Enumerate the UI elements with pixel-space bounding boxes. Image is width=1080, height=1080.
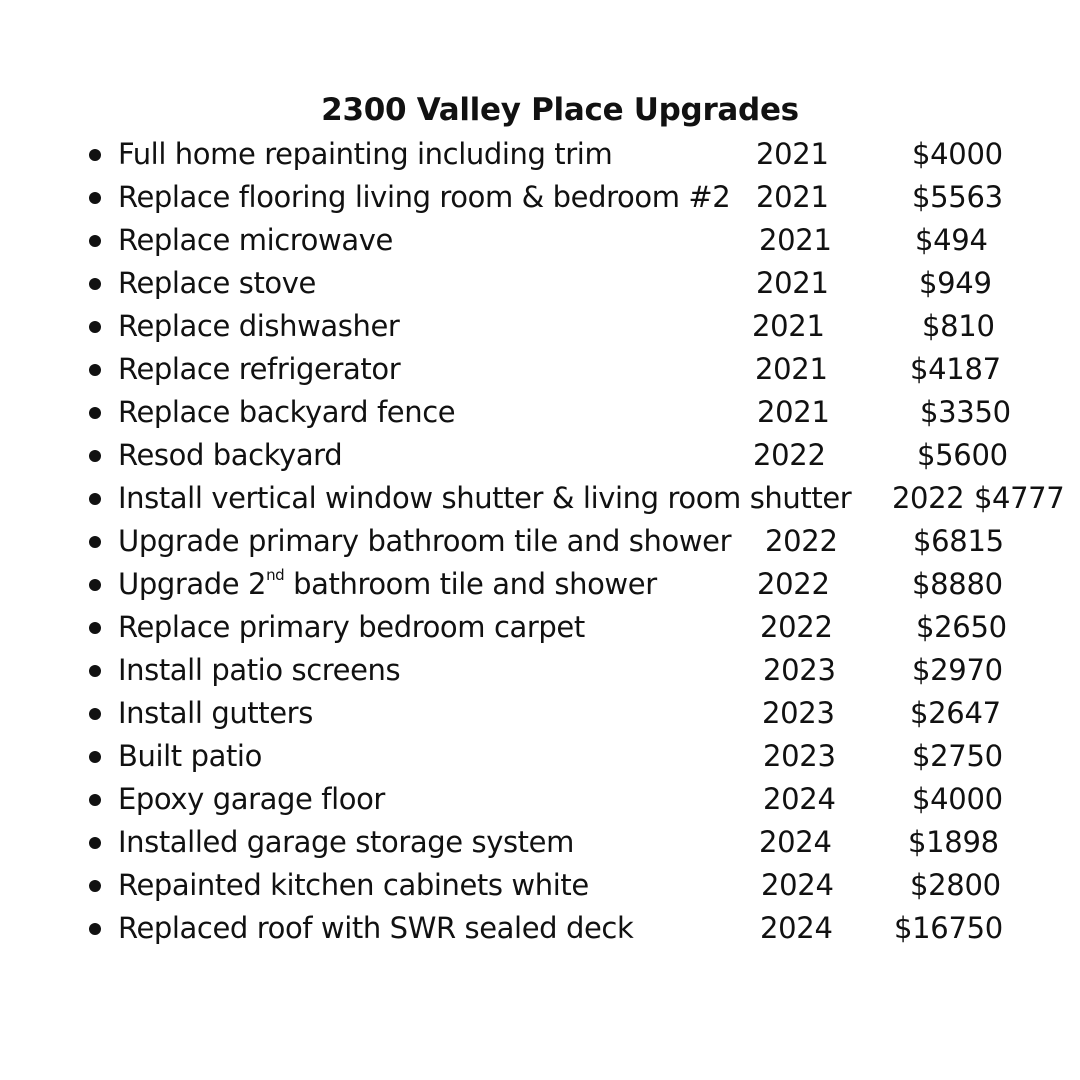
bullet-icon	[89, 579, 101, 591]
list-item	[0, 133, 1080, 176]
list-item	[0, 176, 1080, 219]
item-cost: $3350	[920, 395, 1011, 429]
item-label: Install gutters	[118, 696, 313, 730]
item-year: 2022	[892, 481, 965, 515]
bullet-icon	[89, 622, 101, 634]
item-label: Replace dishwasher	[118, 309, 400, 343]
list-item	[0, 606, 1080, 649]
item-cost: $4187	[910, 352, 1001, 386]
item-cost: $4000	[912, 782, 1003, 816]
item-label: Epoxy garage floor	[118, 782, 385, 816]
item-year: 2022	[765, 524, 838, 558]
bullet-icon	[89, 407, 101, 419]
item-cost: $1898	[908, 825, 999, 859]
list-item	[0, 778, 1080, 821]
item-label: Upgrade primary bathroom tile and shower	[118, 524, 732, 558]
list-item	[0, 477, 1080, 520]
list-item	[0, 907, 1080, 950]
item-cost: $4000	[912, 137, 1003, 171]
bullet-icon	[89, 364, 101, 376]
item-cost: $5563	[912, 180, 1003, 214]
item-cost: $810	[922, 309, 995, 343]
bullet-icon	[89, 536, 101, 548]
list-item	[0, 864, 1080, 907]
page-title: 2300 Valley Place Upgrades	[321, 92, 799, 128]
bullet-icon	[89, 450, 101, 462]
bullet-icon	[89, 278, 101, 290]
item-year: 2022	[760, 610, 833, 644]
bullet-icon	[89, 321, 101, 333]
bullet-icon	[89, 665, 101, 677]
item-cost: $2750	[912, 739, 1003, 773]
bullet-icon	[89, 493, 101, 505]
item-year: 2021	[756, 137, 829, 171]
item-year: 2021	[755, 352, 828, 386]
item-cost: $8880	[912, 567, 1003, 601]
bullet-icon	[89, 708, 101, 720]
item-year: 2023	[762, 696, 835, 730]
item-year: 2021	[756, 180, 829, 214]
item-cost: $2650	[916, 610, 1007, 644]
item-year: 2022	[757, 567, 830, 601]
list-item	[0, 262, 1080, 305]
item-cost: $2800	[910, 868, 1001, 902]
item-cost: $949	[919, 266, 992, 300]
item-label: Replace primary bedroom carpet	[118, 610, 585, 644]
bullet-icon	[89, 880, 101, 892]
item-cost: $4777	[974, 481, 1065, 515]
bullet-icon	[89, 192, 101, 204]
item-label: Replace microwave	[118, 223, 393, 257]
item-label: Install vertical window shutter & living room shutter	[118, 481, 852, 515]
item-label: Built patio	[118, 739, 262, 773]
list-item	[0, 520, 1080, 563]
item-cost: $494	[915, 223, 988, 257]
bullet-icon	[89, 794, 101, 806]
item-year: 2021	[759, 223, 832, 257]
item-cost: $16750	[894, 911, 1003, 945]
item-year: 2021	[757, 395, 830, 429]
list-item	[0, 735, 1080, 778]
bullet-icon	[89, 837, 101, 849]
item-cost: $6815	[913, 524, 1004, 558]
item-cost: $5600	[917, 438, 1008, 472]
bullet-icon	[89, 149, 101, 161]
item-label: Resod backyard	[118, 438, 343, 472]
item-label: Installed garage storage system	[118, 825, 574, 859]
item-label: Install patio screens	[118, 653, 401, 687]
list-item	[0, 692, 1080, 735]
item-label: Replace backyard fence	[118, 395, 456, 429]
item-year: 2024	[759, 825, 832, 859]
list-item	[0, 305, 1080, 348]
list-item	[0, 649, 1080, 692]
list-item	[0, 563, 1080, 606]
item-label: Full home repainting including trim	[118, 137, 613, 171]
list-item	[0, 391, 1080, 434]
item-year: 2021	[756, 266, 829, 300]
item-label-prefix: Upgrade 2	[118, 567, 267, 601]
item-cost: $2970	[912, 653, 1003, 687]
item-label: Repainted kitchen cabinets white	[118, 868, 589, 902]
item-label: Replace flooring living room & bedroom #2	[118, 180, 731, 214]
bullet-icon	[89, 923, 101, 935]
list-item	[0, 348, 1080, 391]
list-item	[0, 219, 1080, 262]
item-year: 2024	[763, 782, 836, 816]
item-label: Replace stove	[118, 266, 316, 300]
ordinal-suffix: nd	[266, 566, 285, 584]
item-year: 2021	[752, 309, 825, 343]
list-item	[0, 821, 1080, 864]
item-label: Replaced roof with SWR sealed deck	[118, 911, 634, 945]
item-label	[118, 563, 657, 606]
item-label-suffix: bathroom tile and shower	[284, 567, 657, 601]
item-cost: $2647	[910, 696, 1001, 730]
bullet-icon	[89, 751, 101, 763]
list-item	[0, 434, 1080, 477]
item-year: 2022	[753, 438, 826, 472]
item-year: 2023	[763, 739, 836, 773]
item-year: 2024	[760, 911, 833, 945]
item-year: 2023	[763, 653, 836, 687]
item-label: Replace refrigerator	[118, 352, 401, 386]
item-year: 2024	[761, 868, 834, 902]
bullet-icon	[89, 235, 101, 247]
